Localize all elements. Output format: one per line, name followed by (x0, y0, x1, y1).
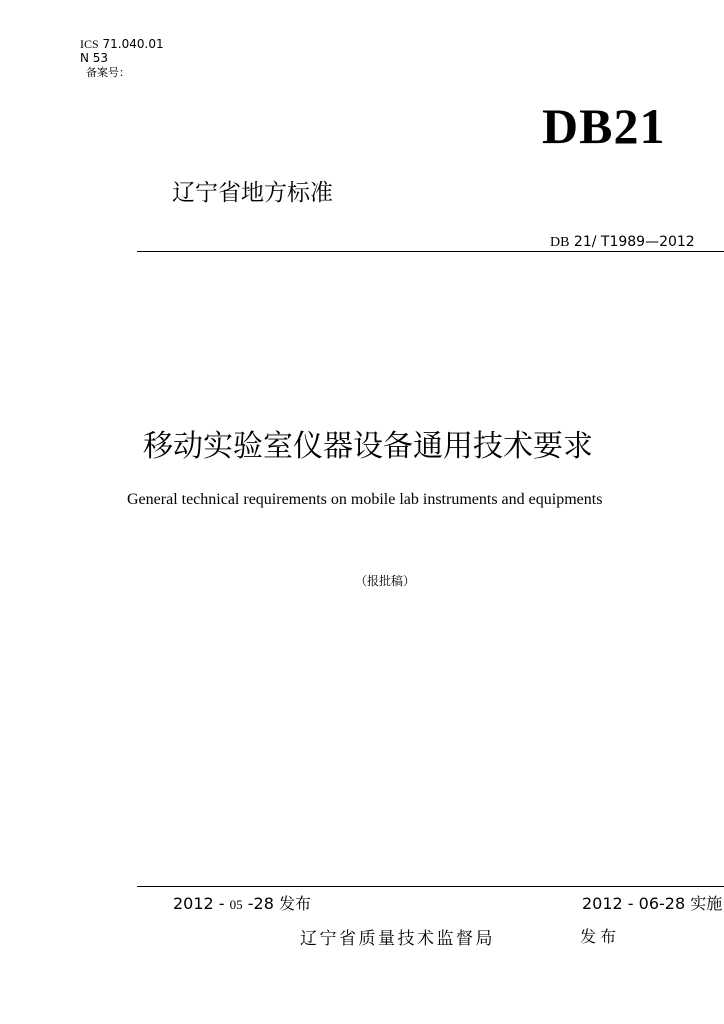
standard-number (550, 233, 695, 252)
ics-label: ICS (80, 37, 99, 51)
standard-type-title: 辽宁省地方标准 (172, 180, 333, 206)
issue-date-year: 2012 - (173, 894, 230, 913)
top-divider (137, 251, 724, 252)
document-title-english: General technical requirements on mobile lab instruments and equipments (127, 491, 603, 508)
issuing-authority: 辽宁省质量技术监督局 (300, 929, 495, 949)
bottom-divider (137, 886, 724, 887)
document-title-chinese: 移动实验室仪器设备通用技术要求 (143, 429, 593, 464)
classification-code: N 53 (80, 51, 109, 65)
ics-code (80, 37, 164, 51)
publish-label: 发布 (580, 927, 621, 946)
issue-date-day: -28 发布 (242, 894, 311, 913)
record-number-label: 备案号： (86, 66, 130, 79)
standard-number-rest: 21/ T1989—2012 (573, 234, 695, 250)
standard-number-prefix: DB (550, 235, 570, 250)
issue-date (173, 894, 311, 915)
issue-date-month: 05 (229, 897, 243, 912)
ics-value: 71.040.01 (102, 37, 164, 51)
implementation-date: 2012 - 06-28 实施 (582, 894, 723, 913)
standard-logo: DB21 (542, 98, 666, 154)
draft-status: （报批稿） (355, 574, 416, 588)
